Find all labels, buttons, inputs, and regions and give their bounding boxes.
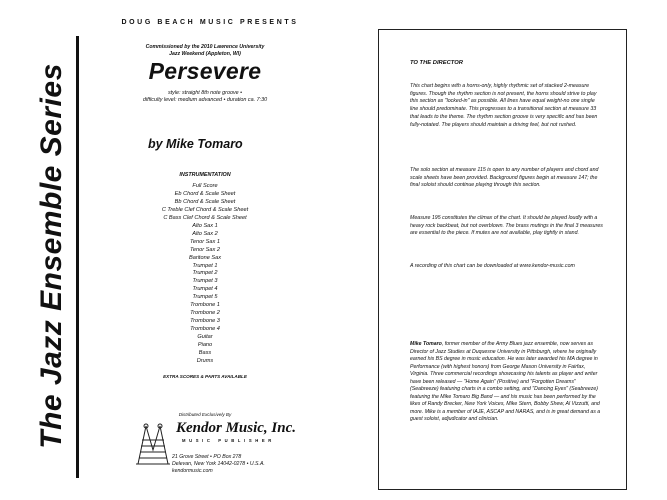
instrument-item: C Treble Clef Chord & Scale Sheet	[161, 206, 249, 213]
instrument-item: Trombone 4	[190, 326, 220, 333]
vertical-rule	[76, 36, 79, 478]
instrument-item: Trombone 1	[190, 302, 220, 309]
director-paragraph: The solo section at measure 115 is open to any number of players and chord and scale sheets have been provided. Background figures begin at measure 147; the final soloist should continue playing through this section.	[410, 167, 599, 189]
instrument-item: Trumpet 1	[192, 262, 218, 269]
composer-credit: by Mike Tomaro	[148, 137, 243, 151]
address-line: Delevan, New York 14042-0278 • U.S.A.	[172, 460, 265, 467]
commission-line: Jazz Weekend (Appleton, WI)	[169, 50, 241, 57]
composer-bio	[410, 341, 604, 424]
instrument-item: Trumpet 4	[192, 286, 218, 293]
series-title: The Jazz Ensemble Series	[35, 63, 69, 449]
director-paragraph: A recording of this chart can be downloaded at www.kendor-music.com	[410, 263, 575, 269]
instrument-item: Trumpet 2	[192, 270, 218, 277]
instrument-item: Guitar	[197, 334, 213, 341]
director-paragraph: Measure 195 constitutes the climax of the chart. It should be played loudly with a heavy rock backbeat, but not overblown. The brass mutings in the final 3 measures are essential to the piece. If mutes are not available, play tightly in stand.	[410, 215, 603, 237]
instrument-item: Drums	[196, 357, 214, 364]
instrument-item: Trumpet 3	[192, 278, 218, 285]
bio-text: , former member of the Army Blues jazz ensemble, now serves as Director of Jazz Studies at Duquesne University in Pittsburgh, where he originally earned his BS degree in music education. He was later awarded his MA degree in Performance (with highest honors) from George Mason University in Fairfax, Virginia. Three commercial recordings showcasing his talents as player and writer have been released — "Home Again" (Positive) and "Forgotten Dreams" (Seabreeze) featuring charts in a combo setting, and "Dancing Eyes" (Seabreeze) featuring the Mike Tomaro Big Band — and his music has been performed by the likes of Randy Brecker, New York Voices, Mike Stern, Bobby Shew, Al Vizzutti, and more. Mike is a member of IAJE, ASCAP and NARAS, and is in great demand as a guest soloist, adjudicator and clinician.	[410, 341, 601, 423]
instrument-item: Eb Chord & Scale Sheet	[174, 190, 236, 197]
instrument-item: Alto Sax 2	[192, 230, 218, 237]
distributed-by-label: Distributed Exclusively By	[178, 412, 232, 417]
instrument-item: C Bass Clef Chord & Scale Sheet	[163, 214, 247, 221]
instrument-item: Trumpet 5	[192, 294, 218, 301]
publisher-header: DOUG BEACH MUSIC PRESENTS	[121, 19, 299, 26]
style-line: style: straight 8th note groove •	[167, 90, 243, 96]
instrument-item: Bb Chord & Scale Sheet	[174, 198, 236, 205]
piece-title: Persevere	[148, 58, 262, 84]
instrumentation-list	[110, 183, 300, 366]
extra-scores-note: EXTRA SCORES & PARTS AVAILABLE	[163, 374, 247, 379]
instrumentation-heading: INSTRUMENTATION	[179, 172, 231, 178]
director-heading: TO THE DIRECTOR	[410, 60, 463, 66]
instrument-item: Trombone 2	[190, 310, 220, 317]
instrument-item: Tenor Sax 2	[190, 246, 220, 253]
director-paragraph: This chart begins with a horns-only, highly rhythmic set of stacked 2-measure figures. Though the rhythm section is not present, the horns should strive to play this section as "locked-in" as possible. All lines have equal weight-no one single line should predominate. This progresses to a transitional section at measure 33 that leads to the theme. The rhythm section groove is very specific and has been fully-notated. The players should maintain a driving feel, but not rushed.	[410, 83, 598, 128]
commission-note	[120, 44, 290, 57]
instrument-item: Baritone Sax	[188, 254, 222, 261]
instrument-item: Full Score	[192, 183, 218, 189]
kendor-logo-icon	[134, 420, 172, 466]
distributor-subtitle: MUSIC PUBLISHER	[182, 438, 275, 443]
series-title-block	[30, 36, 74, 476]
instrument-item: Alto Sax 1	[192, 222, 218, 229]
commission-line: Commissioned by the 2010 Lawrence University	[145, 44, 265, 50]
instrument-item: Bass	[198, 350, 212, 357]
instrument-item: Trombone 3	[190, 318, 220, 325]
distributor-address	[172, 454, 265, 474]
instrument-item: Tenor Sax 1	[190, 238, 220, 245]
distributor-name: Kendor Music, Inc.	[176, 420, 297, 436]
bio-name: Mike Tomaro	[410, 341, 442, 347]
address-line: kendormusic.com	[172, 467, 213, 474]
instrument-item: Piano	[197, 342, 213, 349]
director-notes-page	[378, 29, 627, 490]
style-info	[110, 90, 300, 104]
difficulty-line: difficulty level: medium advanced • duration ca. 7:30	[142, 97, 268, 104]
address-line: 21 Grove Street • PO Box 278	[172, 454, 242, 460]
